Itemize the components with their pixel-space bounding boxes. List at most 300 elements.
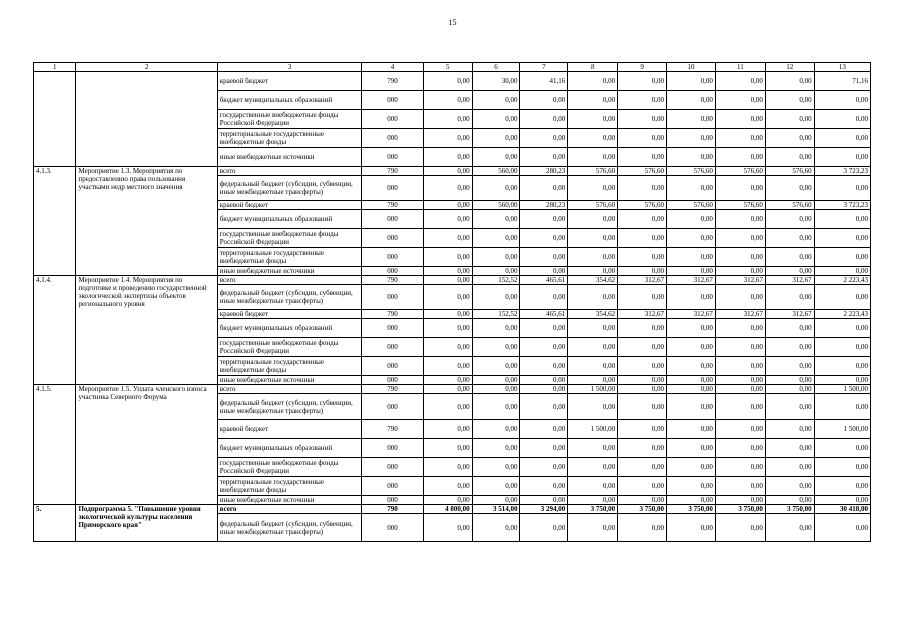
value-cell-8: 3 750,00 [568,505,618,514]
value-cell-7: 0,00 [520,229,568,248]
value-cell-12: 0,00 [765,496,814,505]
value-cell-10: 0,00 [667,514,716,542]
value-cell-11: 0,00 [715,477,765,496]
value-cell-13: 1 500,00 [814,420,870,439]
code-cell: 790 [362,310,424,319]
value-cell-11: 0,00 [715,72,765,91]
value-cell-11: 0,00 [715,91,765,110]
value-cell-12: 576,60 [765,201,814,210]
code-cell: 790 [362,276,424,285]
code-cell: 000 [362,477,424,496]
funding-source-cell: всего [217,167,361,176]
value-cell-9: 0,00 [618,496,667,505]
code-cell: 000 [362,319,424,338]
funding-source-cell: территориальные государственные внебюджетные фонды [217,477,361,496]
value-cell-9: 0,00 [618,267,667,276]
value-cell-7: 0,00 [520,110,568,129]
table-row [34,505,871,514]
value-cell-10: 0,00 [667,458,716,477]
code-cell: 000 [362,285,424,310]
value-cell-5: 0,00 [423,91,472,110]
value-cell-12: 576,60 [765,167,814,176]
value-cell-11: 0,00 [715,248,765,267]
value-cell-9: 0,00 [618,91,667,110]
value-cell-7: 0,00 [520,357,568,376]
value-cell-7: 0,00 [520,458,568,477]
funding-source-cell: бюджет муниципальных образований [217,319,361,338]
funding-source-cell: всего [217,385,361,394]
header-row [34,63,871,72]
value-cell-13: 0,00 [814,110,870,129]
value-cell-6: 0,00 [472,267,520,276]
value-cell-10: 0,00 [667,229,716,248]
item-name-cell: Мероприятие 1.3. Мероприятия по предоставлению права пользования участками недр местного значения [76,167,217,276]
value-cell-12: 312,67 [765,310,814,319]
value-cell-5: 0,00 [423,385,472,394]
value-cell-8: 0,00 [568,267,618,276]
value-cell-11: 0,00 [715,458,765,477]
code-cell: 000 [362,229,424,248]
value-cell-9: 0,00 [618,148,667,167]
value-cell-7: 465,61 [520,310,568,319]
value-cell-6: 0,00 [472,91,520,110]
value-cell-7: 0,00 [520,376,568,385]
value-cell-5: 0,00 [423,394,472,420]
value-cell-10: 0,00 [667,477,716,496]
value-cell-12: 0,00 [765,319,814,338]
item-number-cell: 4.1.4. [34,276,76,385]
value-cell-10: 0,00 [667,285,716,310]
funding-source-cell: государственные внебюджетные фонды Российской Федерации [217,338,361,357]
value-cell-11: 0,00 [715,496,765,505]
value-cell-13: 0,00 [814,477,870,496]
table-row [34,276,871,285]
value-cell-6: 0,00 [472,376,520,385]
value-cell-12: 0,00 [765,110,814,129]
value-cell-10: 0,00 [667,357,716,376]
value-cell-5: 0,00 [423,458,472,477]
value-cell-10: 0,00 [667,110,716,129]
value-cell-12: 0,00 [765,248,814,267]
value-cell-8: 354,62 [568,310,618,319]
value-cell-8: 0,00 [568,338,618,357]
value-cell-5: 0,00 [423,72,472,91]
value-cell-10: 0,00 [667,91,716,110]
value-cell-7: 280,23 [520,167,568,176]
value-cell-9: 0,00 [618,129,667,148]
funding-source-cell: иные внебюджетные источники [217,267,361,276]
code-cell: 000 [362,110,424,129]
funding-source-cell: бюджет муниципальных образований [217,210,361,229]
item-number-cell: 4.1.5. [34,385,76,505]
value-cell-8: 354,62 [568,276,618,285]
code-cell: 000 [362,91,424,110]
value-cell-8: 0,00 [568,496,618,505]
value-cell-10: 0,00 [667,338,716,357]
value-cell-11: 0,00 [715,176,765,201]
value-cell-11: 576,60 [715,167,765,176]
value-cell-7: 0,00 [520,496,568,505]
code-cell: 000 [362,129,424,148]
value-cell-11: 0,00 [715,129,765,148]
code-cell: 000 [362,439,424,458]
value-cell-12: 0,00 [765,477,814,496]
code-cell: 000 [362,148,424,167]
value-cell-8: 576,60 [568,167,618,176]
value-cell-13: 0,00 [814,376,870,385]
code-cell: 000 [362,394,424,420]
value-cell-9: 312,67 [618,310,667,319]
value-cell-9: 0,00 [618,477,667,496]
value-cell-6: 0,00 [472,110,520,129]
value-cell-9: 0,00 [618,420,667,439]
value-cell-6: 0,00 [472,477,520,496]
value-cell-9: 312,67 [618,276,667,285]
value-cell-7: 0,00 [520,394,568,420]
funding-source-cell: краевой бюджет [217,420,361,439]
value-cell-12: 0,00 [765,458,814,477]
value-cell-13: 0,00 [814,285,870,310]
value-cell-11: 0,00 [715,338,765,357]
value-cell-7: 0,00 [520,338,568,357]
value-cell-12: 0,00 [765,148,814,167]
code-cell: 790 [362,201,424,210]
funding-source-cell: бюджет муниципальных образований [217,439,361,458]
header-cell-8: 8 [568,63,618,72]
value-cell-5: 0,00 [423,210,472,229]
value-cell-8: 1 500,00 [568,385,618,394]
value-cell-5: 4 800,00 [423,505,472,514]
funding-source-cell: федеральный бюджет (субсидии, субвенции, иные межбюджетные трансферты) [217,285,361,310]
value-cell-11: 0,00 [715,229,765,248]
value-cell-10: 0,00 [667,319,716,338]
value-cell-7: 41,16 [520,72,568,91]
value-cell-7: 0,00 [520,129,568,148]
item-number-cell [34,72,76,167]
value-cell-5: 0,00 [423,439,472,458]
table-row [34,385,871,394]
header-cell-5: 5 [423,63,472,72]
funding-source-cell: территориальные государственные внебюджетные фонды [217,357,361,376]
value-cell-6: 0,00 [472,338,520,357]
item-name-cell: Мероприятие 1.4. Мероприятия по подготовке и проведению государственной экологической экспертизы объектов регионального уровня [76,276,217,385]
value-cell-5: 0,00 [423,267,472,276]
value-cell-5: 0,00 [423,129,472,148]
funding-source-cell: государственные внебюджетные фонды Российской Федерации [217,229,361,248]
value-cell-13: 0,00 [814,319,870,338]
value-cell-12: 0,00 [765,72,814,91]
funding-source-cell: краевой бюджет [217,310,361,319]
value-cell-12: 3 750,00 [765,505,814,514]
value-cell-10: 312,67 [667,276,716,285]
value-cell-12: 0,00 [765,394,814,420]
funding-source-cell: иные внебюджетные источники [217,148,361,167]
funding-source-cell: иные внебюджетные источники [217,496,361,505]
value-cell-5: 0,00 [423,496,472,505]
value-cell-13: 0,00 [814,229,870,248]
value-cell-8: 0,00 [568,458,618,477]
value-cell-5: 0,00 [423,276,472,285]
value-cell-9: 576,60 [618,167,667,176]
value-cell-9: 0,00 [618,376,667,385]
value-cell-6: 152,52 [472,276,520,285]
code-cell: 000 [362,376,424,385]
value-cell-10: 0,00 [667,394,716,420]
value-cell-10: 0,00 [667,248,716,267]
code-cell: 790 [362,385,424,394]
value-cell-11: 0,00 [715,376,765,385]
header-cell-6: 6 [472,63,520,72]
code-cell: 000 [362,267,424,276]
value-cell-6: 30,00 [472,72,520,91]
value-cell-12: 0,00 [765,420,814,439]
value-cell-10: 0,00 [667,210,716,229]
value-cell-9: 0,00 [618,248,667,267]
code-cell: 790 [362,167,424,176]
value-cell-8: 0,00 [568,229,618,248]
value-cell-8: 0,00 [568,210,618,229]
value-cell-6: 0,00 [472,357,520,376]
value-cell-12: 0,00 [765,210,814,229]
value-cell-6: 0,00 [472,514,520,542]
value-cell-13: 0,00 [814,129,870,148]
value-cell-11: 0,00 [715,394,765,420]
value-cell-13: 0,00 [814,210,870,229]
value-cell-9: 3 750,00 [618,505,667,514]
value-cell-9: 0,00 [618,229,667,248]
funding-source-cell: федеральный бюджет (субсидии, субвенции, иные межбюджетные трансферты) [217,394,361,420]
value-cell-6: 560,00 [472,167,520,176]
value-cell-13: 0,00 [814,91,870,110]
value-cell-11: 0,00 [715,385,765,394]
value-cell-9: 0,00 [618,385,667,394]
funding-source-cell: федеральный бюджет (субсидии, субвенции, иные межбюджетные трансферты) [217,176,361,201]
value-cell-11: 0,00 [715,210,765,229]
page-number: 15 [448,18,457,27]
value-cell-12: 0,00 [765,376,814,385]
table-row [34,72,871,91]
funding-source-cell: государственные внебюджетные фонды Российской Федерации [217,110,361,129]
value-cell-10: 0,00 [667,385,716,394]
value-cell-9: 0,00 [618,72,667,91]
value-cell-13: 2 223,43 [814,310,870,319]
value-cell-9: 0,00 [618,458,667,477]
header-cell-11: 11 [715,63,765,72]
value-cell-7: 0,00 [520,514,568,542]
code-cell: 000 [362,248,424,267]
value-cell-13: 0,00 [814,148,870,167]
code-cell: 000 [362,357,424,376]
value-cell-12: 0,00 [765,385,814,394]
value-cell-9: 576,60 [618,201,667,210]
value-cell-8: 0,00 [568,376,618,385]
code-cell: 000 [362,176,424,201]
value-cell-13: 0,00 [814,357,870,376]
value-cell-8: 0,00 [568,319,618,338]
value-cell-11: 0,00 [715,110,765,129]
value-cell-7: 0,00 [520,477,568,496]
value-cell-5: 0,00 [423,477,472,496]
budget-table [33,62,871,542]
value-cell-8: 0,00 [568,110,618,129]
value-cell-12: 0,00 [765,285,814,310]
value-cell-12: 0,00 [765,357,814,376]
value-cell-11: 312,67 [715,310,765,319]
value-cell-11: 0,00 [715,357,765,376]
value-cell-11: 0,00 [715,514,765,542]
value-cell-11: 0,00 [715,420,765,439]
code-cell: 000 [362,514,424,542]
value-cell-5: 0,00 [423,110,472,129]
value-cell-7: 465,61 [520,276,568,285]
header-cell-13: 13 [814,63,870,72]
value-cell-11: 3 750,00 [715,505,765,514]
header-cell-12: 12 [765,63,814,72]
value-cell-13: 0,00 [814,394,870,420]
value-cell-13: 1 500,00 [814,385,870,394]
value-cell-8: 0,00 [568,72,618,91]
value-cell-8: 0,00 [568,514,618,542]
value-cell-10: 0,00 [667,420,716,439]
value-cell-13: 71,16 [814,72,870,91]
value-cell-11: 0,00 [715,285,765,310]
value-cell-8: 576,60 [568,201,618,210]
header-cell-3: 3 [217,63,361,72]
code-cell: 000 [362,496,424,505]
funding-source-cell: государственные внебюджетные фонды Российской Федерации [217,458,361,477]
value-cell-9: 0,00 [618,319,667,338]
value-cell-5: 0,00 [423,201,472,210]
value-cell-9: 0,00 [618,210,667,229]
value-cell-6: 0,00 [472,496,520,505]
header-cell-1: 1 [34,63,76,72]
value-cell-6: 0,00 [472,229,520,248]
funding-source-cell: всего [217,505,361,514]
value-cell-5: 0,00 [423,148,472,167]
code-cell: 000 [362,338,424,357]
value-cell-9: 0,00 [618,285,667,310]
code-cell: 000 [362,458,424,477]
value-cell-6: 0,00 [472,385,520,394]
code-cell: 790 [362,420,424,439]
value-cell-6: 0,00 [472,458,520,477]
header-cell-2: 2 [76,63,217,72]
value-cell-13: 2 223,43 [814,276,870,285]
value-cell-10: 0,00 [667,439,716,458]
value-cell-12: 0,00 [765,91,814,110]
value-cell-7: 3 294,00 [520,505,568,514]
value-cell-10: 3 750,00 [667,505,716,514]
value-cell-7: 0,00 [520,385,568,394]
value-cell-9: 0,00 [618,110,667,129]
value-cell-6: 0,00 [472,420,520,439]
value-cell-5: 0,00 [423,514,472,542]
item-name-cell [76,72,217,167]
value-cell-5: 0,00 [423,338,472,357]
value-cell-7: 0,00 [520,148,568,167]
value-cell-7: 0,00 [520,248,568,267]
value-cell-7: 0,00 [520,285,568,310]
value-cell-6: 0,00 [472,129,520,148]
value-cell-10: 0,00 [667,376,716,385]
funding-source-cell: территориальные государственные внебюджетные фонды [217,129,361,148]
header-cell-7: 7 [520,63,568,72]
value-cell-13: 0,00 [814,338,870,357]
funding-source-cell: территориальные государственные внебюджетные фонды [217,248,361,267]
value-cell-12: 0,00 [765,338,814,357]
value-cell-8: 0,00 [568,91,618,110]
value-cell-12: 0,00 [765,176,814,201]
value-cell-5: 0,00 [423,229,472,248]
code-cell: 000 [362,210,424,229]
header-cell-10: 10 [667,63,716,72]
funding-source-cell: краевой бюджет [217,72,361,91]
value-cell-6: 152,52 [472,310,520,319]
value-cell-13: 0,00 [814,514,870,542]
value-cell-10: 0,00 [667,72,716,91]
value-cell-5: 0,00 [423,310,472,319]
value-cell-8: 0,00 [568,357,618,376]
value-cell-13: 0,00 [814,439,870,458]
funding-source-cell: федеральный бюджет (субсидии, субвенции, иные межбюджетные трансферты) [217,514,361,542]
value-cell-6: 0,00 [472,285,520,310]
value-cell-5: 0,00 [423,357,472,376]
value-cell-5: 0,00 [423,376,472,385]
value-cell-9: 0,00 [618,176,667,201]
value-cell-10: 0,00 [667,496,716,505]
value-cell-6: 0,00 [472,439,520,458]
header-cell-9: 9 [618,63,667,72]
value-cell-10: 312,67 [667,310,716,319]
value-cell-5: 0,00 [423,420,472,439]
value-cell-5: 0,00 [423,167,472,176]
value-cell-8: 0,00 [568,148,618,167]
value-cell-13: 0,00 [814,248,870,267]
value-cell-6: 0,00 [472,394,520,420]
value-cell-8: 1 500,00 [568,420,618,439]
value-cell-5: 0,00 [423,319,472,338]
value-cell-10: 576,60 [667,201,716,210]
code-cell: 790 [362,505,424,514]
value-cell-8: 0,00 [568,477,618,496]
value-cell-6: 560,00 [472,201,520,210]
table-row [34,167,871,176]
value-cell-12: 0,00 [765,514,814,542]
value-cell-7: 0,00 [520,420,568,439]
value-cell-5: 0,00 [423,248,472,267]
value-cell-13: 3 723,23 [814,201,870,210]
value-cell-6: 0,00 [472,319,520,338]
value-cell-5: 0,00 [423,285,472,310]
value-cell-10: 0,00 [667,129,716,148]
value-cell-10: 0,00 [667,176,716,201]
value-cell-10: 0,00 [667,148,716,167]
value-cell-12: 0,00 [765,439,814,458]
value-cell-9: 0,00 [618,357,667,376]
header-cell-4: 4 [362,63,424,72]
value-cell-12: 312,67 [765,276,814,285]
item-name-cell: Подпрограмма 5. "Повышение уровня экологической культуры населения Приморского края" [76,505,217,542]
value-cell-13: 0,00 [814,267,870,276]
item-number-cell: 4.1.3. [34,167,76,276]
value-cell-11: 0,00 [715,267,765,276]
value-cell-9: 0,00 [618,338,667,357]
value-cell-8: 0,00 [568,439,618,458]
value-cell-7: 0,00 [520,176,568,201]
value-cell-7: 0,00 [520,319,568,338]
value-cell-7: 0,00 [520,91,568,110]
funding-source-cell: краевой бюджет [217,201,361,210]
